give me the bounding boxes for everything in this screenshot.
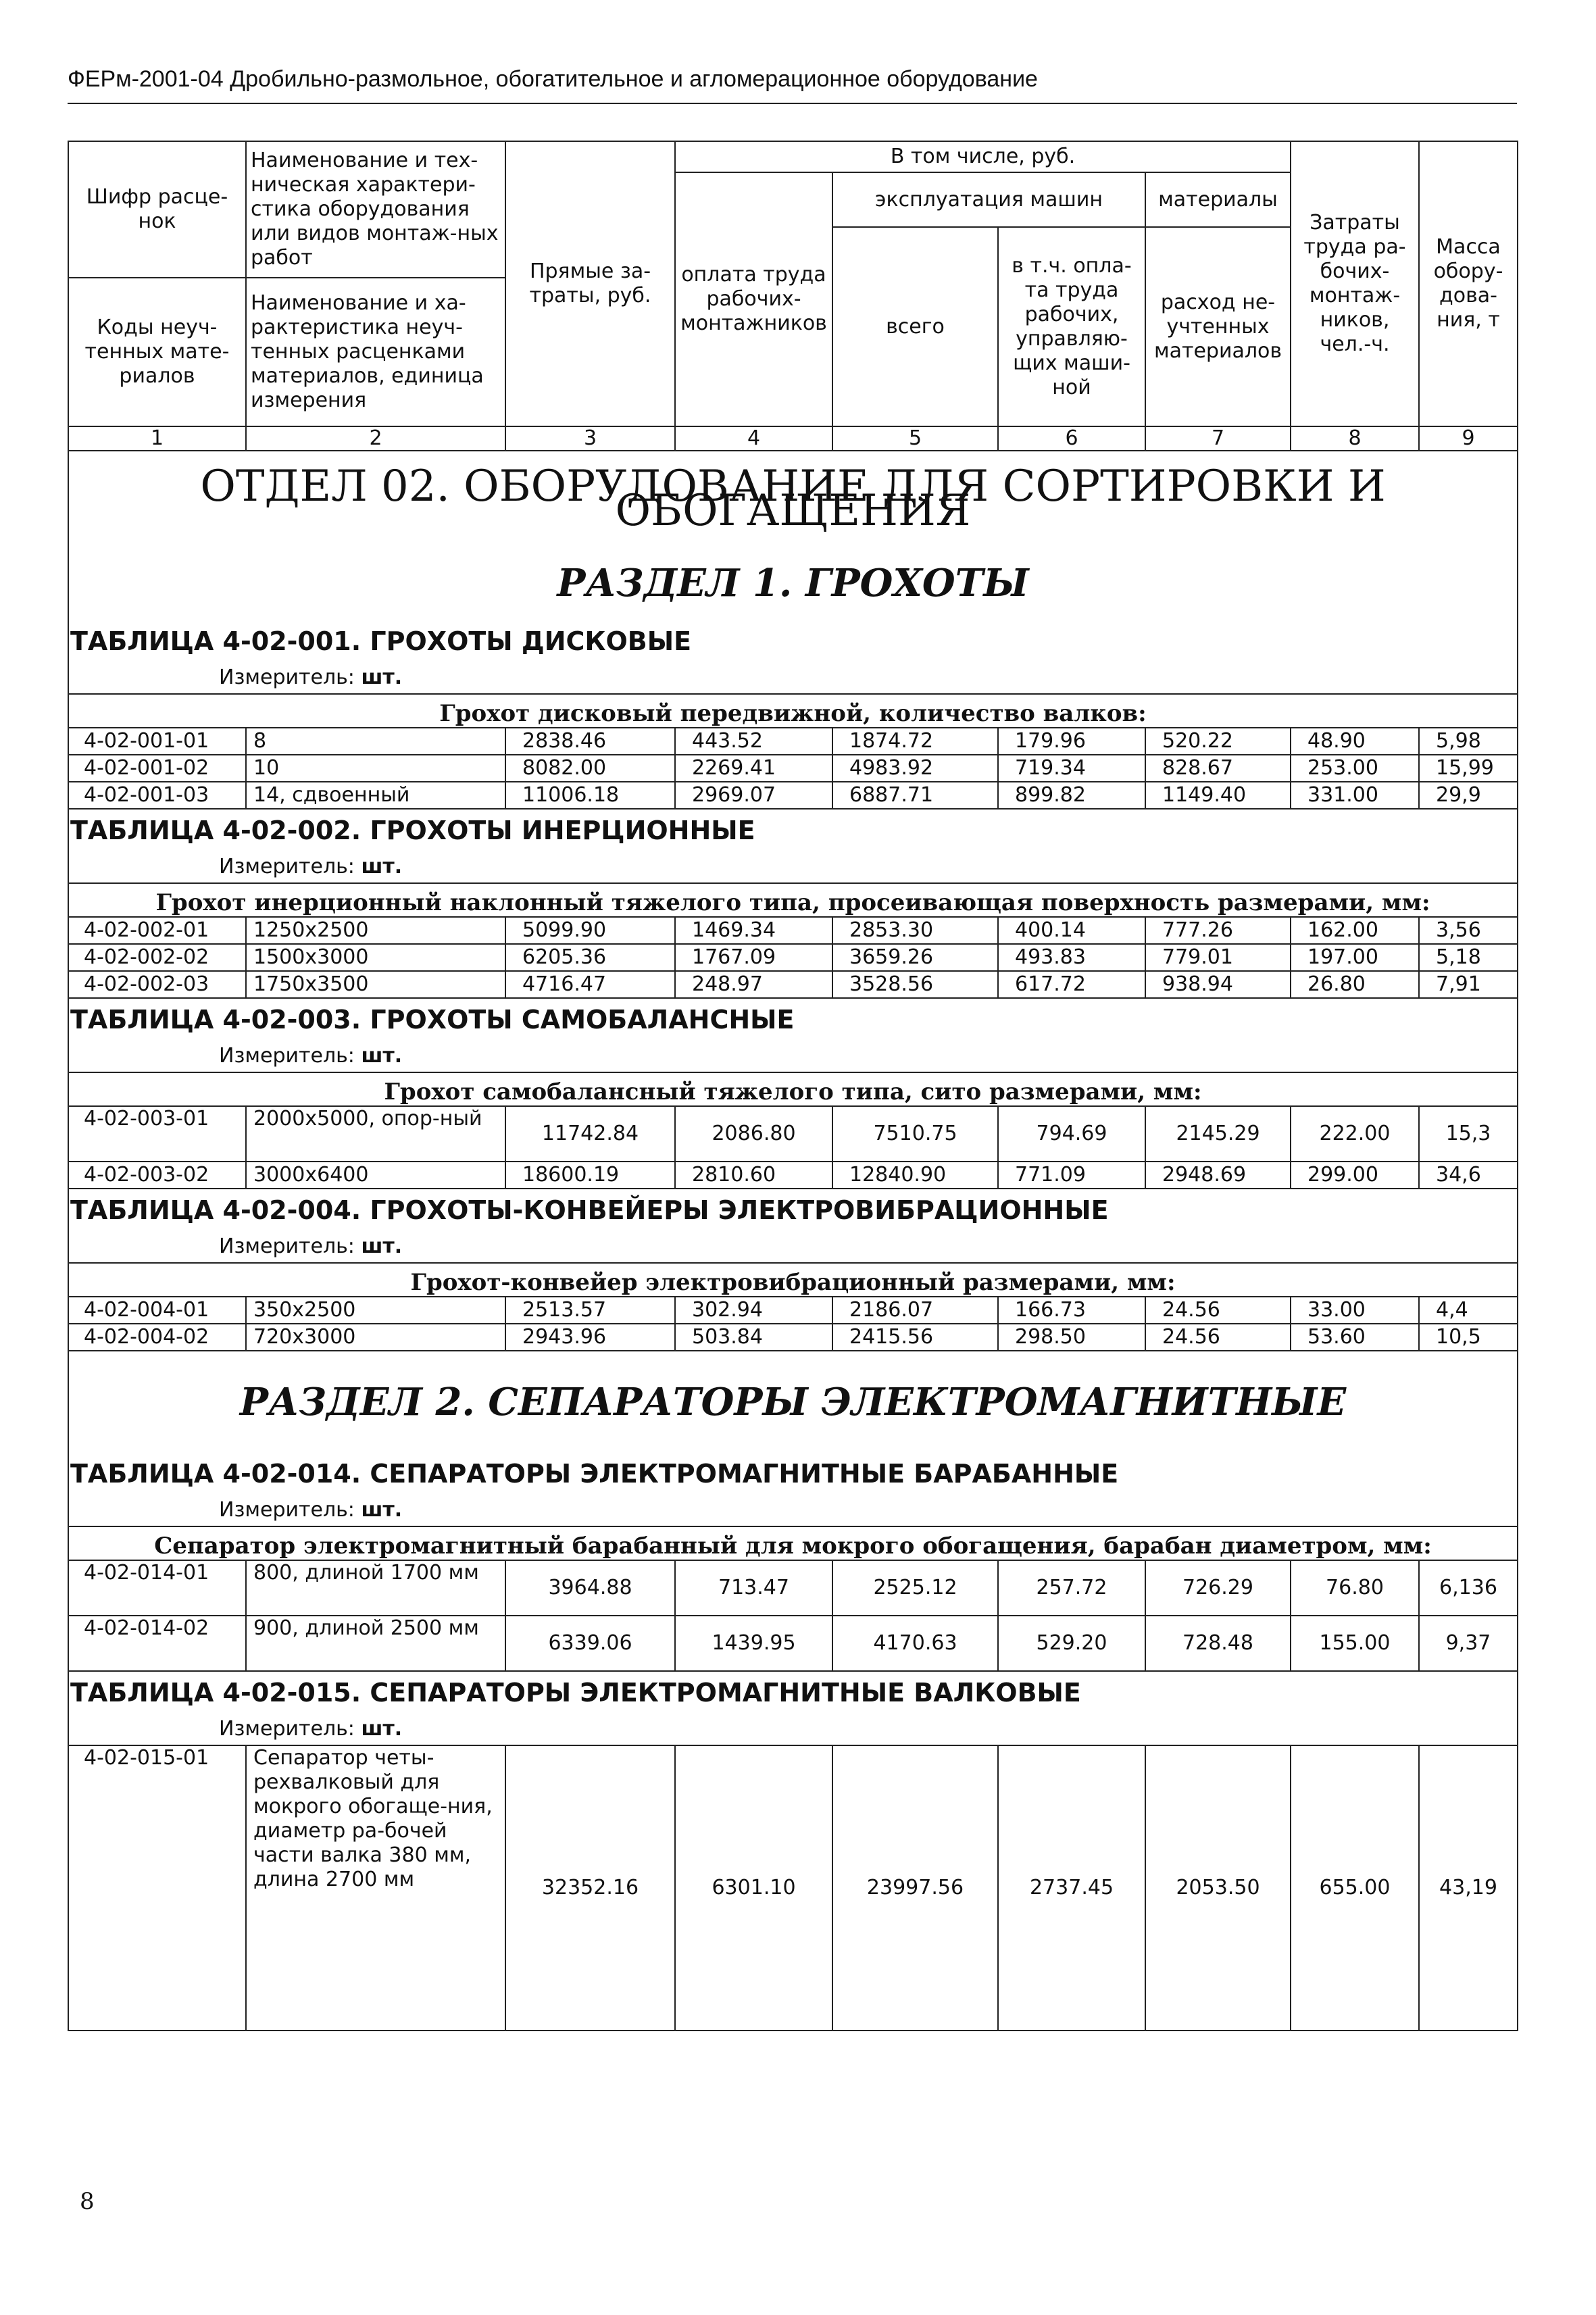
table-row [68,1560,1518,1616]
wages: 2086.80 [675,1106,832,1162]
measure-label: Измеритель: [219,1044,355,1068]
materials: 938.94 [1145,971,1291,998]
group-title: Грохот инерционный наклонный тяжелого типа, просеивающая поверхность размерами, мм: [68,883,1518,917]
wages: 713.47 [675,1560,832,1616]
table-row [68,971,1518,998]
rate-name: 1750x3500 [246,971,505,998]
rate-code: 4-02-014-02 [68,1616,246,1671]
measure-line [68,851,1518,883]
machines-wages: 179.96 [998,728,1145,755]
mass: 5,98 [1419,728,1518,755]
wages: 2810.60 [675,1162,832,1189]
machines-wages: 794.69 [998,1106,1145,1162]
materials: 728.48 [1145,1616,1291,1671]
direct-costs: 3964.88 [505,1560,675,1616]
column-number: 8 [1291,426,1419,451]
wages: 443.52 [675,728,832,755]
table-row [68,1616,1518,1671]
header-mass: Масса обору-дова-ния, т [1419,141,1518,426]
header-material-codes: Коды неуч-тенных мате-риалов [68,278,246,426]
measure-unit: шт. [361,855,403,878]
labor-hours: 155.00 [1291,1616,1419,1671]
header-unaccounted-materials: расход не-учтенных материалов [1145,227,1291,426]
materials: 779.01 [1145,944,1291,971]
rate-name: 14, сдвоенный [246,782,505,809]
machines-total: 2525.12 [832,1560,998,1616]
running-header: ФЕРм-2001-04 Дробильно-размольное, обогатительное и агломерационное оборудование [68,66,1038,92]
column-numbers-row [68,426,1518,451]
machines-total: 3659.26 [832,944,998,971]
labor-hours: 48.90 [1291,728,1419,755]
labor-hours: 253.00 [1291,755,1419,782]
column-number: 9 [1419,426,1518,451]
rate-code: 4-02-002-01 [68,917,246,944]
header-name-cell: Наименование и тех-ническая характери-стика оборудования или видов монтаж-ных работ [246,141,505,278]
mass: 43,19 [1419,1745,1518,2031]
direct-costs: 2943.96 [505,1324,675,1351]
machines-total: 3528.56 [832,971,998,998]
machines-total: 4983.92 [832,755,998,782]
mass: 34,6 [1419,1162,1518,1189]
materials: 1149.40 [1145,782,1291,809]
rate-code: 4-02-015-01 [68,1745,246,2031]
direct-costs: 6205.36 [505,944,675,971]
machines-total: 6887.71 [832,782,998,809]
group-title: Грохот-конвейер электровибрационный размерами, мм: [68,1263,1518,1297]
table-title: ТАБЛИЦА 4-02-015. СЕПАРАТОРЫ ЭЛЕКТРОМАГНИТНЫЕ ВАЛКОВЫЕ [68,1671,1518,1714]
labor-hours: 299.00 [1291,1162,1419,1189]
rates-table [68,141,1518,2031]
table-row [68,1745,1518,2031]
measure-unit: шт. [361,1044,403,1068]
measure-unit: шт. [361,666,403,689]
rate-name: 720x3000 [246,1324,505,1351]
column-number: 2 [246,426,505,451]
machines-wages: 257.72 [998,1560,1145,1616]
mass: 15,99 [1419,755,1518,782]
mass: 10,5 [1419,1324,1518,1351]
header-including: В том числе, руб. [675,141,1291,172]
direct-costs: 5099.90 [505,917,675,944]
rates-sheet [68,141,1517,2031]
rate-code: 4-02-003-01 [68,1106,246,1162]
measure-line [68,1041,1518,1072]
mass: 15,3 [1419,1106,1518,1162]
measure-line [68,1231,1518,1263]
header-machines-total: всего [832,227,998,426]
labor-hours: 53.60 [1291,1324,1419,1351]
rate-code: 4-02-014-01 [68,1560,246,1616]
column-number: 7 [1145,426,1291,451]
section-title: РАЗДЕЛ 1. ГРОХОТЫ [68,546,1518,620]
direct-costs: 4716.47 [505,971,675,998]
column-number: 6 [998,426,1145,451]
machines-total: 2415.56 [832,1324,998,1351]
group-title: Грохот самобалансный тяжелого типа, сито размерами, мм: [68,1072,1518,1106]
machines-wages: 2737.45 [998,1745,1145,2031]
wages: 6301.10 [675,1745,832,2031]
wages: 1439.95 [675,1616,832,1671]
rate-name: 10 [246,755,505,782]
direct-costs: 32352.16 [505,1745,675,2031]
table-title: ТАБЛИЦА 4-02-014. СЕПАРАТОРЫ ЭЛЕКТРОМАГНИТНЫЕ БАРАБАННЫЕ [68,1453,1518,1495]
measure-line [68,1495,1518,1526]
measure-label: Измеритель: [219,1498,355,1522]
direct-costs: 11006.18 [505,782,675,809]
direct-costs: 8082.00 [505,755,675,782]
wages: 2269.41 [675,755,832,782]
rate-code: 4-02-001-03 [68,782,246,809]
header-direct-costs: Прямые за-траты, руб. [505,141,675,426]
wages: 248.97 [675,971,832,998]
machines-wages: 529.20 [998,1616,1145,1671]
machines-wages: 617.72 [998,971,1145,998]
column-number: 4 [675,426,832,451]
rate-name: 800, длиной 1700 мм [246,1560,505,1616]
rate-name: 1500x3000 [246,944,505,971]
page-number: 8 [80,2188,95,2215]
machines-total: 7510.75 [832,1106,998,1162]
rate-name: 350x2500 [246,1297,505,1324]
table-row [68,728,1518,755]
rate-code: 4-02-002-03 [68,971,246,998]
mass: 3,56 [1419,917,1518,944]
section-title: РАЗДЕЛ 2. СЕПАРАТОРЫ ЭЛЕКТРОМАГНИТНЫЕ [68,1351,1518,1453]
wages: 1469.34 [675,917,832,944]
table-row [68,755,1518,782]
header-machines: эксплуатация машин [832,172,1145,227]
measure-unit: шт. [361,1235,403,1258]
rate-code: 4-02-003-02 [68,1162,246,1189]
rate-code: 4-02-004-01 [68,1297,246,1324]
labor-hours: 222.00 [1291,1106,1419,1162]
rate-name: 900, длиной 2500 мм [246,1616,505,1671]
direct-costs: 18600.19 [505,1162,675,1189]
direct-costs: 2513.57 [505,1297,675,1324]
materials: 828.67 [1145,755,1291,782]
column-number: 5 [832,426,998,451]
mass: 29,9 [1419,782,1518,809]
labor-hours: 655.00 [1291,1745,1419,2031]
machines-wages: 298.50 [998,1324,1145,1351]
machines-total: 2186.07 [832,1297,998,1324]
labor-hours: 26.80 [1291,971,1419,998]
rate-name: Сепаратор четы-рехвалковый для мокрого обогаще-ния, диаметр ра-бочей части валка 380 мм, длина 2700 мм [246,1745,505,2031]
rate-name: 8 [246,728,505,755]
wages: 2969.07 [675,782,832,809]
table-title: ТАБЛИЦА 4-02-002. ГРОХОТЫ ИНЕРЦИОННЫЕ [68,809,1518,851]
rate-name: 1250x2500 [246,917,505,944]
table-row [68,1162,1518,1189]
machines-wages: 899.82 [998,782,1145,809]
header-rule [68,103,1517,104]
column-number: 1 [68,426,246,451]
labor-hours: 162.00 [1291,917,1419,944]
header-materials: материалы [1145,172,1291,227]
machines-wages: 719.34 [998,755,1145,782]
wages: 302.94 [675,1297,832,1324]
table-title: ТАБЛИЦА 4-02-003. ГРОХОТЫ САМОБАЛАНСНЫЕ [68,998,1518,1041]
direct-costs: 11742.84 [505,1106,675,1162]
measure-label: Измеритель: [219,855,355,878]
labor-hours: 197.00 [1291,944,1419,971]
column-number: 3 [505,426,675,451]
materials: 2948.69 [1145,1162,1291,1189]
materials: 2145.29 [1145,1106,1291,1162]
machines-total: 12840.90 [832,1162,998,1189]
department-title: ОТДЕЛ 02. ОБОРУДОВАНИЕ ДЛЯ СОРТИРОВКИ И ОБОГАЩЕНИЯ [68,451,1518,546]
machines-wages: 400.14 [998,917,1145,944]
mass: 4,4 [1419,1297,1518,1324]
mass: 9,37 [1419,1616,1518,1671]
rate-name: 3000x6400 [246,1162,505,1189]
measure-label: Измеритель: [219,1717,355,1741]
labor-hours: 76.80 [1291,1560,1419,1616]
machines-total: 4170.63 [832,1616,998,1671]
measure-line [68,662,1518,694]
rate-code: 4-02-002-02 [68,944,246,971]
table-row [68,1324,1518,1351]
table-title: ТАБЛИЦА 4-02-001. ГРОХОТЫ ДИСКОВЫЕ [68,620,1518,662]
direct-costs: 2838.46 [505,728,675,755]
materials: 2053.50 [1145,1745,1291,2031]
rate-code: 4-02-001-01 [68,728,246,755]
header-machines-wages: в т.ч. опла-та труда рабочих, управляю-щих маши-ной [998,227,1145,426]
header-code-cell: Шифр расце-нок [68,141,246,278]
machines-wages: 771.09 [998,1162,1145,1189]
materials: 520.22 [1145,728,1291,755]
rate-code: 4-02-001-02 [68,755,246,782]
table-row [68,1106,1518,1162]
header-material-names: Наименование и ха-рактеристика неуч-тенных расценками материалов, единица измерения [246,278,505,426]
rate-name: 2000x5000, опор-ный [246,1106,505,1162]
mass: 6,136 [1419,1560,1518,1616]
materials: 726.29 [1145,1560,1291,1616]
machines-wages: 493.83 [998,944,1145,971]
machines-total: 1874.72 [832,728,998,755]
measure-unit: шт. [361,1498,403,1522]
table-row [68,917,1518,944]
rate-code: 4-02-004-02 [68,1324,246,1351]
materials: 24.56 [1145,1324,1291,1351]
labor-hours: 33.00 [1291,1297,1419,1324]
labor-hours: 331.00 [1291,782,1419,809]
measure-label: Измеритель: [219,666,355,689]
measure-label: Измеритель: [219,1235,355,1258]
materials: 777.26 [1145,917,1291,944]
mass: 5,18 [1419,944,1518,971]
wages: 1767.09 [675,944,832,971]
table-title: ТАБЛИЦА 4-02-004. ГРОХОТЫ-КОНВЕЙЕРЫ ЭЛЕКТРОВИБРАЦИОННЫЕ [68,1189,1518,1231]
wages: 503.84 [675,1324,832,1351]
mass: 7,91 [1419,971,1518,998]
machines-total: 23997.56 [832,1745,998,2031]
group-title: Грохот дисковый передвижной, количество валков: [68,694,1518,728]
materials: 24.56 [1145,1297,1291,1324]
group-title: Сепаратор электромагнитный барабанный для мокрого обогащения, барабан диаметром, мм: [68,1526,1518,1560]
measure-line [68,1714,1518,1745]
table-row [68,1297,1518,1324]
direct-costs: 6339.06 [505,1616,675,1671]
header-wages: оплата труда рабочих-монтажников [675,172,832,426]
table-row [68,944,1518,971]
table-row [68,782,1518,809]
machines-wages: 166.73 [998,1297,1145,1324]
measure-unit: шт. [361,1717,403,1741]
machines-total: 2853.30 [832,917,998,944]
header-labor-hours: Затраты труда ра-бочих-монтаж-ников, чел.-ч. [1291,141,1419,426]
